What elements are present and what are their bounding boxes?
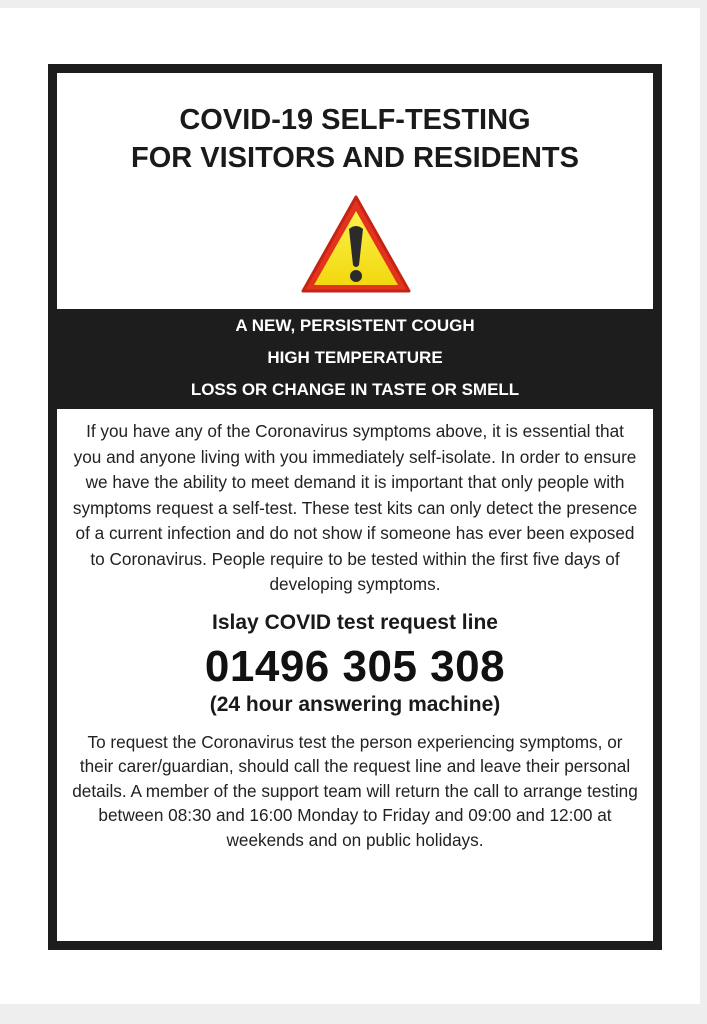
phone-note: (24 hour answering machine) [209,692,501,716]
symptom-temperature: HIGH TEMPERATURE [267,348,443,367]
title-line-1: COVID-19 SELF-TESTING [179,104,531,136]
symptom-taste-smell: LOSS OR CHANGE IN TASTE OR SMELL [190,380,520,399]
poster-body [57,409,653,941]
warning-triangle-icon [297,191,415,301]
poster-title [57,101,653,177]
poster-header [57,73,653,309]
title-line-2: FOR VISITORS AND RESIDENTS [131,142,579,174]
intro-paragraph: If you have any of the Coronavirus symptoms above, it is essential that you and anyone living with you immediately self-isolate. In order to ensure we have the ability to meet demand it is important that only people with symptoms request a self-test. These test kits can only detect the presence of a current infection and do not show if someone has ever been exposed to Coronavirus. People require to be tested within the first five days of developing symptoms. [72,421,638,594]
poster-page [0,8,700,1004]
poster-frame [48,64,662,950]
symptom-cough: A NEW, PERSISTENT COUGH [235,316,475,335]
request-line-label: Islay COVID test request line [212,610,498,634]
symptoms-list [48,310,662,406]
phone-number: 01496 305 308 [204,641,506,691]
outro-paragraph: To request the Coronavirus test the person experiencing symptoms, or their carer/guardian, should call the request line and leave their personal details. A member of the support team will return the call to arrange testing between 08:30 and 16:00 Monday to Friday and 09:00 and 12:00 at weekends and on public holidays. [72,731,638,850]
